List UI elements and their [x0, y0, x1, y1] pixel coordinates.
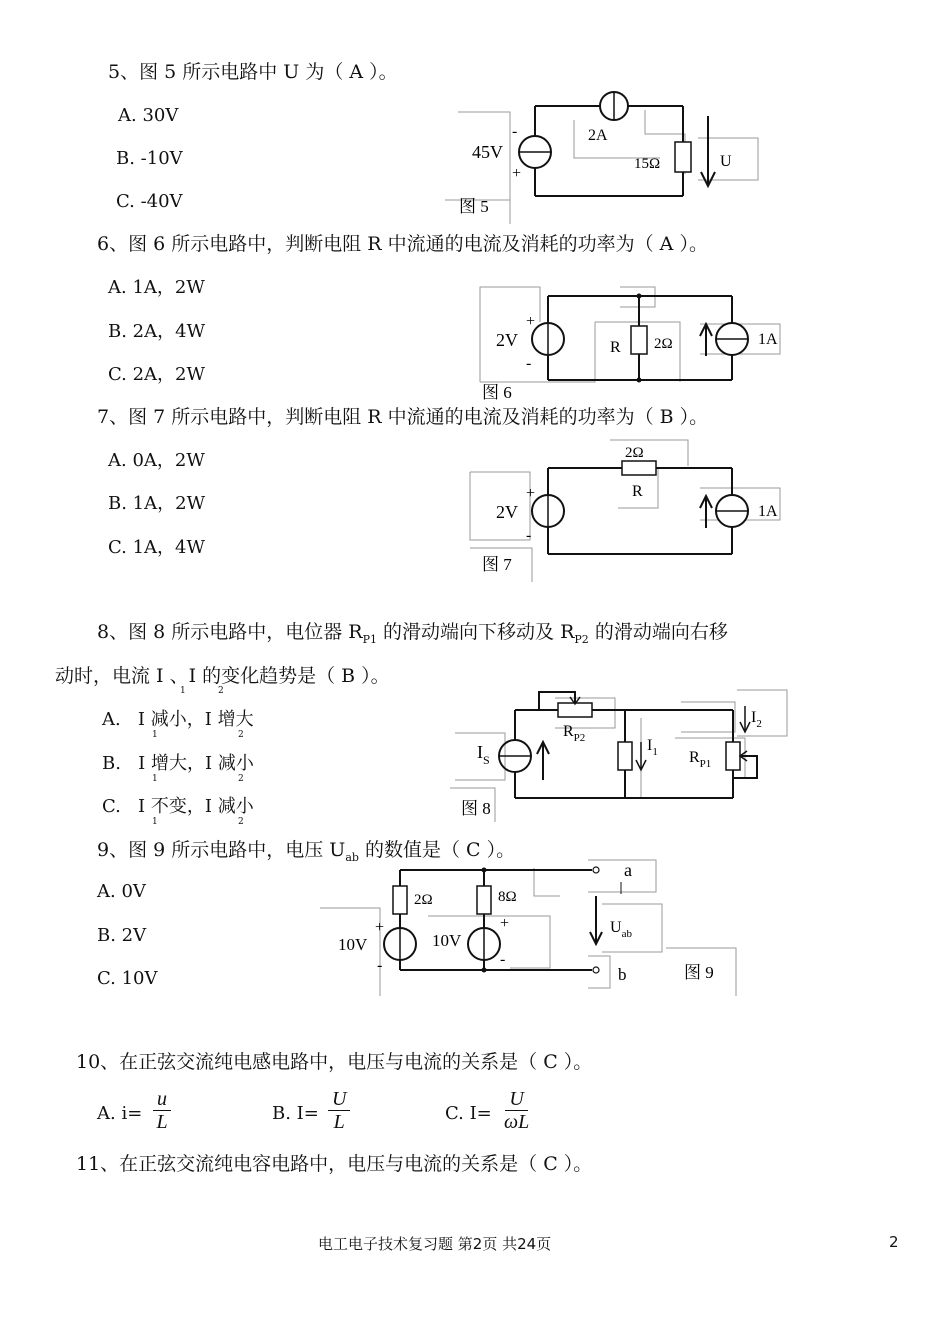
- figure-5-circuit: [440, 92, 770, 222]
- q9-option-c: C. 10V: [97, 968, 158, 989]
- fig8-rp2-label: $R_{P2}$: [563, 723, 586, 744]
- fig9-r2-label: 8Ω: [498, 889, 517, 905]
- fig9-caption: 图 9: [684, 963, 714, 982]
- svg-text:+: +: [526, 313, 536, 330]
- resistor-icon: [618, 742, 632, 770]
- q7-stem: 7、图 7 所示电路中，判断电阻 R 中流通的电流及消耗的功率为（ B ）。: [97, 406, 709, 428]
- resistor-icon: [622, 461, 656, 475]
- terminal-a-icon: [593, 867, 599, 873]
- q10-option-a-label: A. i=: [97, 1103, 143, 1124]
- fig6-current-label: 1A: [758, 331, 778, 348]
- fig9-node-b: b: [618, 965, 627, 984]
- fig5-voltage-label: U: [720, 153, 732, 170]
- fig9-v1-label: 10V: [338, 935, 368, 954]
- fig7-source-label: 2V: [496, 502, 518, 522]
- figure-6-circuit: [470, 282, 800, 402]
- fig8-is-label: $I_S$: [477, 742, 490, 767]
- fig5-resistor-label: 15Ω: [634, 156, 661, 172]
- q10-option-b-label: B. I=: [272, 1103, 319, 1124]
- svg-text:-: -: [500, 951, 506, 968]
- fig9-r1-label: 2Ω: [414, 892, 433, 908]
- terminal-b-icon: [593, 967, 599, 973]
- svg-text:-: -: [526, 355, 532, 372]
- fig8-caption: 图 8: [461, 799, 491, 818]
- q5-option-a: A. 30V: [118, 105, 179, 126]
- page-number: 2: [889, 1233, 899, 1251]
- fig9-v2-label: 10V: [432, 931, 462, 950]
- q8-option-a: A. I 减小，I 增大: [102, 709, 254, 730]
- page-footer: 电工电子技术复习题 第2页 共24页: [318, 1235, 552, 1253]
- fig6-caption: 图 6: [482, 383, 512, 402]
- q8-stem-line1: 8、图 8 所示电路中，电位器 $R_{P1}$ 的滑动端向下移动及 $R_{P2}$ 的滑动端向右移: [97, 621, 728, 646]
- fig8-i2-label: $I_2$: [751, 709, 762, 730]
- figure-7-circuit: [470, 440, 800, 590]
- svg-text:+: +: [526, 485, 536, 502]
- q5-option-c: C. -40V: [116, 191, 183, 212]
- resistor-icon: [393, 886, 407, 914]
- figure-8-circuit: [445, 688, 795, 828]
- fig8-i1-label: $I_1$: [647, 737, 658, 758]
- svg-text:-: -: [377, 957, 383, 974]
- q5-option-b: B. -10V: [116, 148, 183, 169]
- fig7-current-label: 1A: [758, 503, 778, 520]
- q7-option-a: A. 0A，2W: [108, 450, 205, 471]
- fig6-resistor-name: R: [610, 339, 621, 356]
- svg-text:-: -: [512, 123, 518, 140]
- q7-option-b: B. 1A，2W: [108, 493, 206, 514]
- fig7-caption: 图 7: [482, 555, 512, 574]
- q10-option-a-fraction: $\frac{u}{L}$: [153, 1088, 171, 1133]
- svg-text:-: -: [526, 527, 532, 544]
- q10-stem: 10、在正弦交流纯电感电路中，电压与电流的关系是（ C ）。: [76, 1051, 593, 1073]
- q6-stem: 6、图 6 所示电路中，判断电阻 R 中流通的电流及消耗的功率为（ A ）。: [97, 233, 708, 255]
- q8-stem-line2: 动时，电流 I 、I 的变化趋势是（ B ）。: [55, 665, 390, 687]
- fig8-rp1-label: $R_{P1}$: [689, 749, 712, 770]
- svg-text:+: +: [500, 915, 510, 932]
- q9-option-b: B. 2V: [97, 925, 147, 946]
- resistor-icon: [477, 886, 491, 914]
- q8-option-b: B. I 增大，I 减小: [102, 753, 254, 774]
- q11-stem: 11、在正弦交流纯电容电路中，电压与电流的关系是（ C ）。: [76, 1153, 593, 1175]
- fig9-uab-label: $U_{ab}$: [610, 919, 632, 940]
- q9-option-a: A. 0V: [97, 881, 146, 902]
- figure-9-circuit: [320, 856, 750, 1006]
- q6-option-a: A. 1A，2W: [108, 277, 205, 298]
- svg-text:+: +: [375, 919, 385, 936]
- q10-option-c-fraction: $\frac{U}{\omega L}$: [504, 1088, 530, 1133]
- q5-stem: 5、图 5 所示电路中 U 为（ A ）。: [108, 61, 398, 83]
- svg-text:+: +: [512, 165, 522, 182]
- fig7-resistor-name: R: [632, 483, 643, 500]
- q10-option-b-fraction: $\frac{U}{L}$: [328, 1088, 350, 1133]
- fig5-source-label: 45V: [472, 142, 503, 162]
- fig5-caption: 图 5: [459, 197, 489, 216]
- fig5-current-label: 2A: [588, 127, 608, 144]
- fig6-resistor-label: 2Ω: [654, 336, 673, 352]
- q8-option-c: C. I 不变，I 减小: [102, 796, 254, 817]
- resistor-icon: [631, 326, 647, 354]
- rp1-potentiometer-icon: [726, 742, 740, 770]
- q7-option-c: C. 1A，4W: [108, 537, 205, 558]
- fig6-source-label: 2V: [496, 330, 518, 350]
- q6-option-b: B. 2A，4W: [108, 321, 206, 342]
- fig7-resistor-label: 2Ω: [625, 445, 644, 461]
- q6-option-c: C. 2A，2W: [108, 364, 205, 385]
- q10-option-c-label: C. I=: [445, 1103, 492, 1124]
- fig9-node-a: a: [624, 860, 632, 880]
- resistor-icon: [675, 142, 691, 172]
- q9-stem: 9、图 9 所示电路中，电压 $U_{ab}$ 的数值是（ C ）。: [97, 839, 516, 864]
